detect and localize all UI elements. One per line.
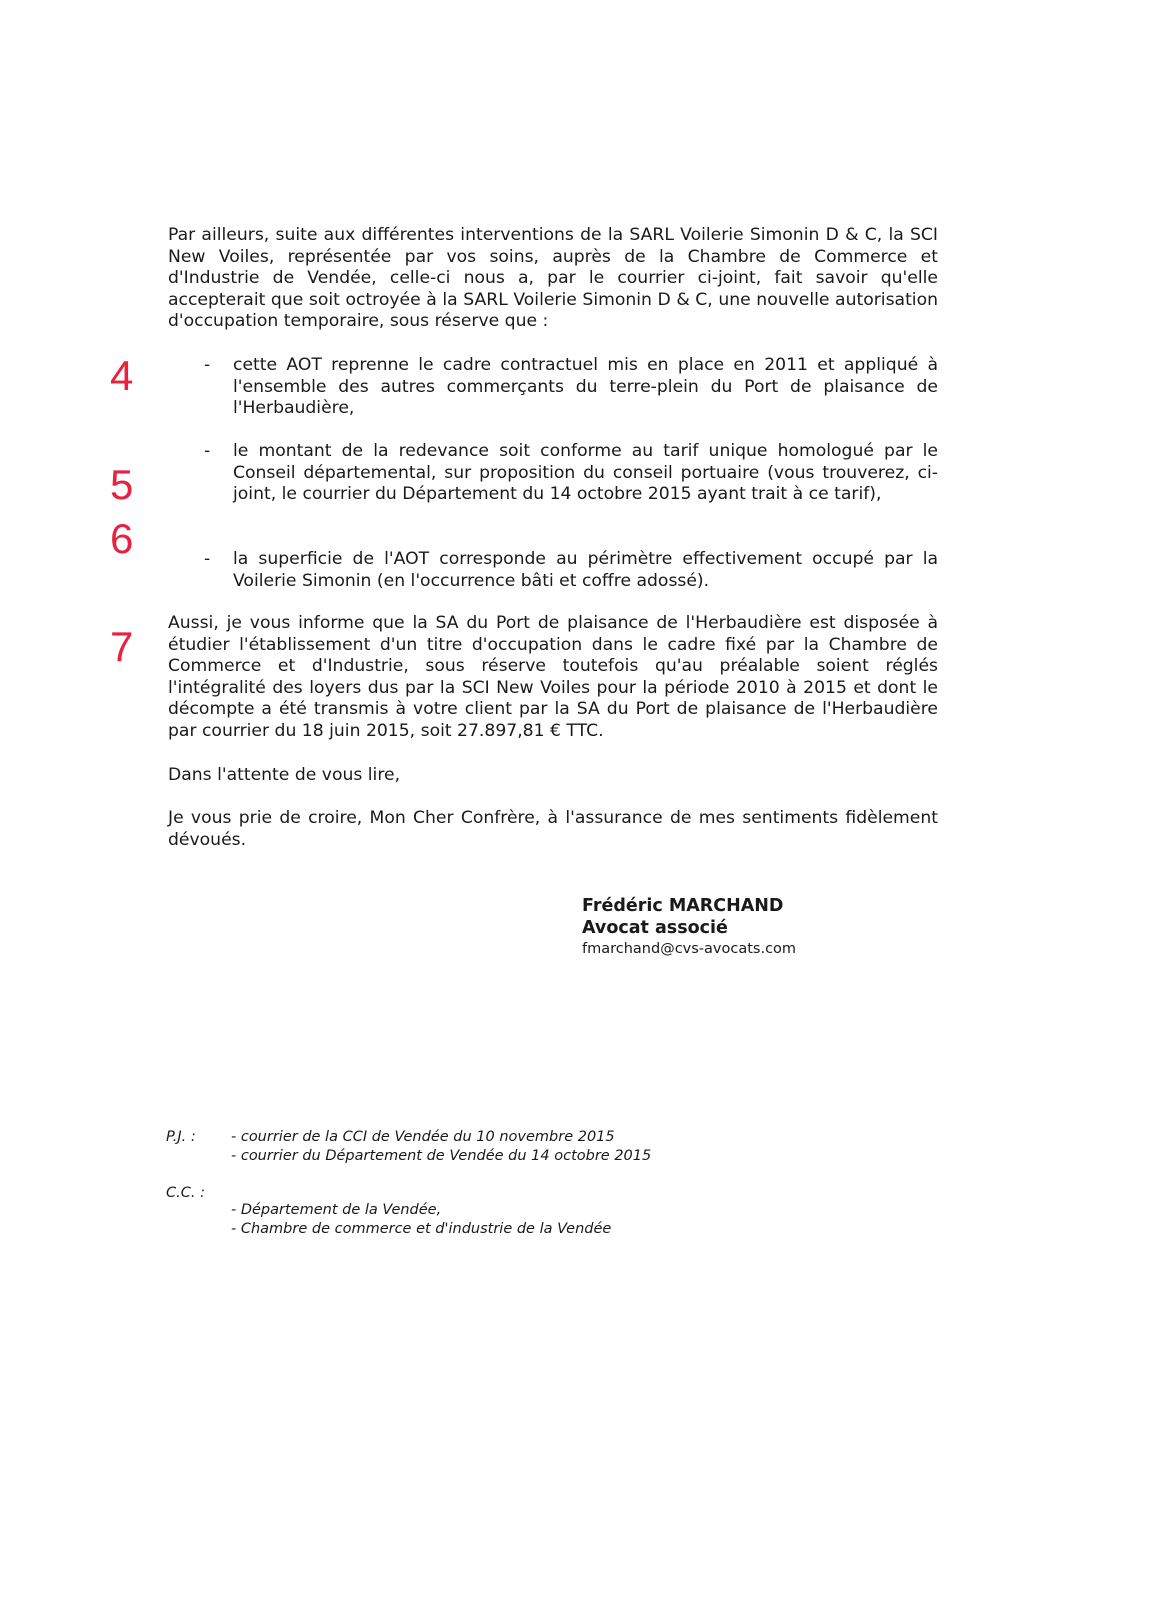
signatory-name: Frédéric MARCHAND — [582, 896, 784, 916]
bullet-text: cette AOT reprenne le cadre contractuel mis en place en 2011 et appliqué à l'ensemble des autres commerçants du terre-plein du Port de plaisance de l'Herbaudière, — [233, 355, 938, 419]
margin-marker-6: 6 — [110, 515, 134, 562]
attachments-list — [231, 1128, 651, 1165]
signature-block — [582, 895, 796, 959]
bullet-dash: - — [204, 549, 211, 569]
copy-item: - Chambre de commerce et d'industrie de la Vendée — [231, 1220, 612, 1237]
attachment-item: - courrier du Département de Vendée du 14 octobre 2015 — [231, 1147, 652, 1164]
attente-line: Dans l'attente de vous lire, — [168, 765, 401, 785]
attachment-item: - courrier de la CCI de Vendée du 10 novembre 2015 — [231, 1129, 615, 1145]
bullet-text: le montant de la redevance soit conforme au tarif unique homologué par le Conseil départemental, sur proposition du conseil portuaire (vous trouverez, ci-joint, le courrier du Département du 14 octobre 2015 ayant trait à ce tarif), — [233, 441, 938, 505]
margin-marker-4: 4 — [110, 352, 134, 399]
margin-marker-7: 7 — [110, 623, 134, 670]
bullet-dash: - — [204, 355, 211, 375]
bullet-item — [168, 441, 938, 506]
copies-list — [231, 1201, 611, 1238]
signatory-email: fmarchand@cvs-avocats.com — [582, 941, 797, 957]
bullet-item — [168, 355, 938, 420]
intro-paragraph: Par ailleurs, suite aux différentes interventions de la SARL Voilerie Simonin D & C, la SCI New Voiles, représentée par vos soins, auprès de la Chambre de Commerce et d'Industrie de Vendée, celle-ci nous a, par le courrier ci-joint, fait savoir qu'elle accepterait que soit octroyée à la SARL Voilerie Simonin D & C, une nouvelle autorisation d'occupation temporaire, sous réserve que : — [168, 225, 938, 332]
copies-label: C.C. : — [166, 1185, 205, 1201]
bullet-item — [168, 549, 938, 592]
signatory-title: Avocat associé — [582, 918, 728, 938]
attachments-label: P.J. : — [166, 1129, 196, 1145]
copy-item: - Département de la Vendée, — [231, 1202, 442, 1218]
bullet-dash: - — [204, 441, 211, 461]
aussi-paragraph: Aussi, je vous informe que la SA du Port de plaisance de l'Herbaudière est disposée à étudier l'établissement d'un titre d'occupation dans le cadre fixé par la Chambre de Commerce et d'Industrie, sous réserve toutefois qu'au préalable soient réglés l'intégralité des loyers dus par la SCI New Voiles pour la période 2010 à 2015 et dont le décompte a été transmis à votre client par la SA du Port de plaisance de l'Herbaudière par courrier du 18 juin 2015, soit 27.897,81 € TTC. — [168, 613, 938, 741]
bullet-text: la superficie de l'AOT corresponde au périmètre effectivement occupé par la Voilerie Simonin (en l'occurrence bâti et coffre adossé). — [233, 549, 938, 591]
closing-paragraph: Je vous prie de croire, Mon Cher Confrère, à l'assurance de mes sentiments fidèlement dévoués. — [168, 808, 938, 850]
margin-marker-5: 5 — [110, 461, 134, 508]
